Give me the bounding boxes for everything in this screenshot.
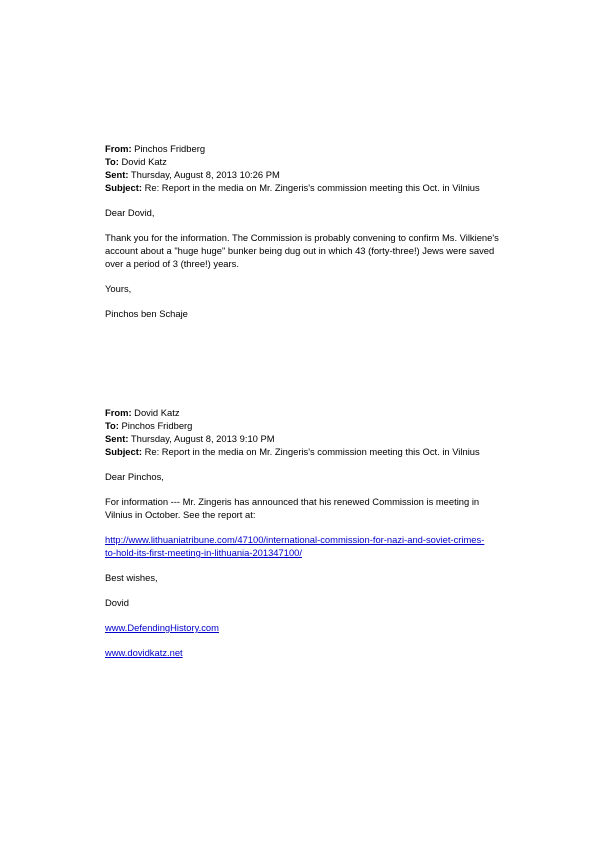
sent-value: Thursday, August 8, 2013 10:26 PM (130, 169, 280, 180)
sent-value: Thursday, August 8, 2013 9:10 PM (130, 433, 275, 444)
subject-label: Subject: (105, 446, 142, 457)
body-line: over a period of 3 (three!) years. (105, 258, 239, 269)
email-header-from (105, 406, 545, 419)
report-link-line-1[interactable]: http://www.lithuaniatribune.com/47100/international-commission-for-nazi-and-soviet-crimes- (105, 534, 485, 545)
report-link[interactable] (105, 533, 545, 559)
email-header-sent (105, 432, 545, 445)
subject-value: Re: Report in the media on Mr. Zingeris's commission meeting this Oct. in Vilnius (144, 446, 480, 457)
email-header-subject (105, 445, 545, 458)
from-value: Dovid Katz (134, 407, 180, 418)
body-paragraph (105, 495, 535, 521)
email-header-to (105, 155, 545, 168)
body-line: Vilnius in October. See the report at: (105, 509, 256, 520)
greeting: Dear Pinchos, (105, 471, 164, 482)
to-label: To: (105, 420, 119, 431)
report-link-line-2[interactable]: to-hold-its-first-meeting-in-lithuania-201347100/ (105, 547, 302, 558)
body-paragraph (105, 231, 535, 270)
to-label: To: (105, 156, 119, 167)
from-value: Pinchos Fridberg (134, 143, 206, 154)
signature: Pinchos ben Schaje (105, 308, 188, 319)
greeting: Dear Dovid, (105, 207, 155, 218)
closing: Yours, (105, 283, 132, 294)
body-line: For information --- Mr. Zingeris has announced that his renewed Commission is meeting in (105, 496, 480, 507)
subject-value: Re: Report in the media on Mr. Zingeris's commission meeting this Oct. in Vilnius (144, 182, 480, 193)
email-message-original (105, 406, 545, 659)
closing: Best wishes, (105, 572, 158, 583)
body-line: Thank you for the information. The Commission is probably convening to confirm Ms. Vilkiene's (105, 232, 499, 243)
to-value: Dovid Katz (121, 156, 167, 167)
to-value: Pinchos Fridberg (121, 420, 193, 431)
email-header-subject (105, 181, 545, 194)
email-header-sent (105, 168, 545, 181)
sent-label: Sent: (105, 433, 129, 444)
website-link-dovidkatz[interactable]: www.dovidkatz.net (105, 647, 183, 658)
sent-label: Sent: (105, 169, 129, 180)
subject-label: Subject: (105, 182, 142, 193)
from-label: From: (105, 407, 132, 418)
body-line: account about a "huge huge" bunker being dug out in which 43 (forty-three!) Jews were saved (105, 245, 495, 256)
signature: Dovid (105, 597, 129, 608)
email-header-to (105, 419, 545, 432)
from-label: From: (105, 143, 132, 154)
email-header-from (105, 142, 545, 155)
email-message-reply (105, 142, 545, 320)
website-link-defendinghistory[interactable]: www.DefendingHistory.com (105, 622, 219, 633)
